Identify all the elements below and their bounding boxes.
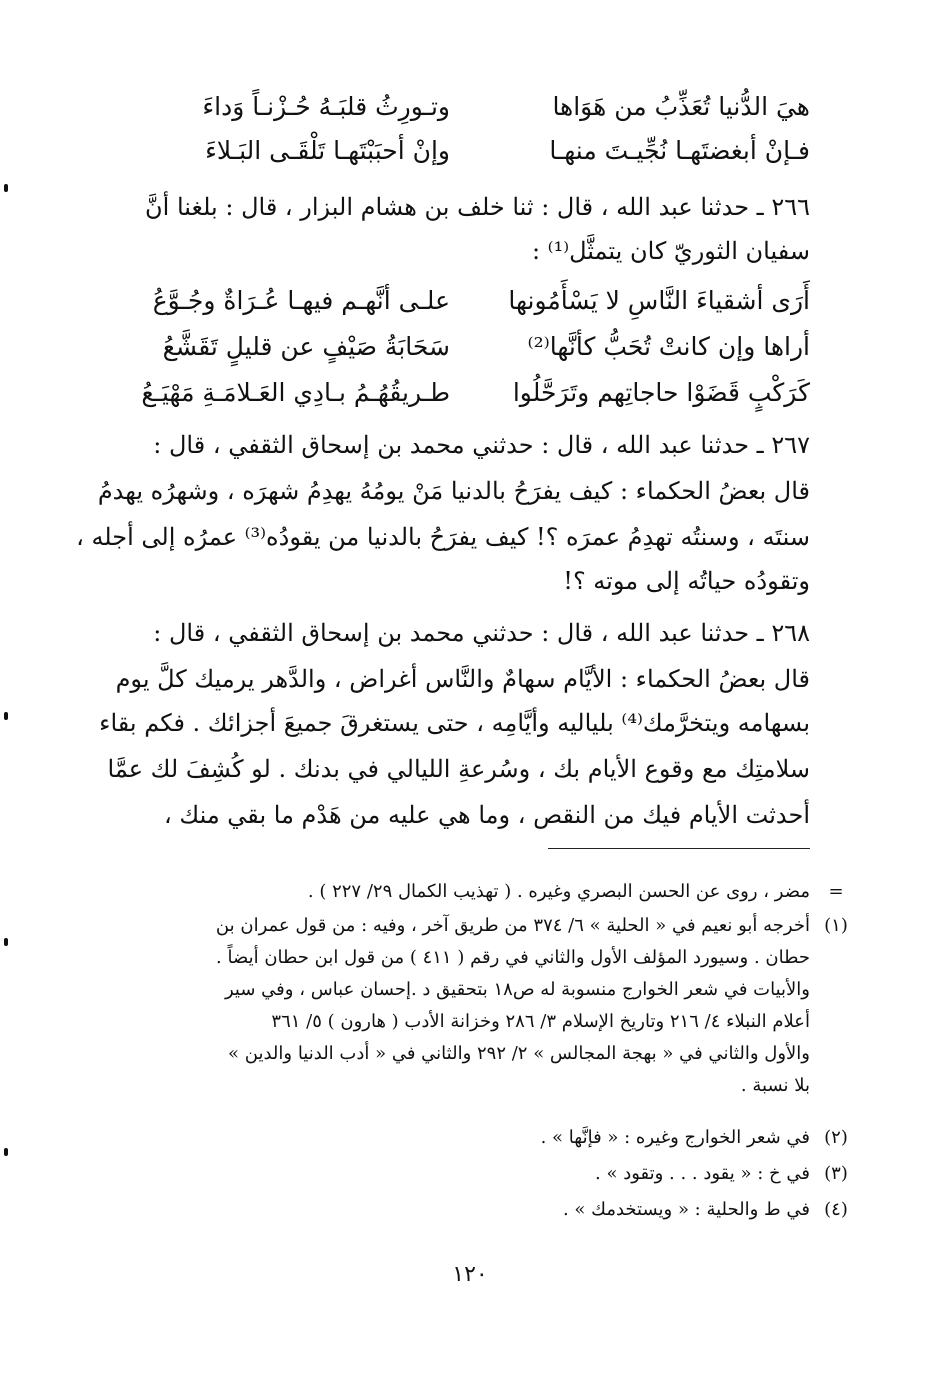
verse-second-hemistich: وإنْ أحبَبْتَهـا تَلْقَـى البَـلاءَ bbox=[205, 136, 450, 165]
footnote-1-line: أعلام النبلاء ٤/ ٢١٦ وتاريخ الإسلام ٣/ ٢٨٦ وخزانة الأدب ( هارون ) ٥/ ٣٦١ bbox=[271, 1011, 810, 1032]
verse-second-hemistich: سَحَابَةُ صَيْفٍ عن قليلٍ تَقَشَّعُ bbox=[162, 332, 450, 361]
entry-267-line-1: ٢٦٧ ـ حدثنا عبد الله ، قال : حدثني محمد بن إسحاق الثقفي ، قال : bbox=[153, 431, 810, 459]
footnote-text: في ط والحلية : « ويستخدمك » . bbox=[562, 1199, 810, 1220]
footnote-1-line: حطان . وسيورد المؤلف الأول والثاني في رقم ( ٤١١ ) من قول ابن حطان أيضاً . bbox=[216, 947, 810, 968]
poem-verse bbox=[130, 278, 810, 324]
verse-second-hemistich: علـى أنَّهـم فيهـا عُـرَاةٌ وجُـوَّعُ bbox=[152, 286, 450, 315]
continuation-mark: = bbox=[828, 881, 844, 902]
verse-first-hemistich: فـإنْ أبغضتَهـا نُجِّيـتَ منهـا bbox=[549, 136, 810, 165]
footnote-4 bbox=[130, 1194, 848, 1226]
footnote-1-line: والأبيات في شعر الخوارج منسوبة له ص١٨ بتحقيق د .إحسان عباس ، وفي سير bbox=[225, 979, 810, 1000]
verse-first-hemistich: أراها وإن كانتْ تُحَبُّ كأنَّها⁽²⁾ bbox=[527, 332, 810, 361]
margin-mark bbox=[4, 184, 8, 192]
poem-verse bbox=[130, 324, 810, 370]
poem-verse bbox=[130, 128, 810, 174]
footnote-1 bbox=[130, 910, 848, 942]
entry-268-line-5: أحدثت الأيام فيك من النقص ، وما هي عليه من هَدْم ما بقي منك ، bbox=[163, 801, 810, 829]
margin-mark bbox=[4, 938, 8, 946]
footnote-1-line: والأول والثاني في « بهجة المجالس » ٢/ ٢٩٢ والثاني في « أدب الدنيا والدين » bbox=[228, 1043, 810, 1064]
entry-267-line-3: سنتَه ، وسنتُه تهدِمُ عمرَه ؟! كيف يفرَحُ بالدنيا من يقودُه⁽³⁾ عمرُه إلى أجله ، bbox=[76, 523, 810, 551]
entry-266-line-2: سفيان الثوريّ كان يتمثَّل⁽¹⁾ : bbox=[531, 237, 810, 265]
footnote-text: مضر ، روى عن الحسن البصري وغيره . ( تهذيب الكمال ٢٩/ ٢٢٧ ) . bbox=[307, 881, 810, 902]
poem-verse bbox=[130, 370, 810, 416]
entry-268-line-1: ٢٦٨ ـ حدثنا عبد الله ، قال : حدثني محمد بن إسحاق الثقفي ، قال : bbox=[153, 619, 810, 647]
margin-mark bbox=[4, 712, 8, 720]
footnote-1-line: بلا نسبة . bbox=[740, 1075, 810, 1096]
footnote-text: أخرجه أبو نعيم في « الحلية » ٦/ ٣٧٤ من طريق آخر ، وفيه : من قول عمران بن bbox=[215, 915, 810, 936]
footnote-separator bbox=[548, 848, 810, 849]
entry-268-line-2: قال بعضُ الحكماء : الأيَّام سهامٌ والنَّاس أغراض ، والدَّهر يرميك كلَّ يوم bbox=[115, 665, 810, 693]
footnote-text: في خ : « يقود . . . وتقود » . bbox=[595, 1163, 810, 1184]
verse-first-hemistich: هيَ الدُّنيا تُعَذِّبُ من هَوَاها bbox=[552, 92, 810, 121]
entry-267-line-4: وتقودُه حياتُه إلى موته ؟! bbox=[563, 567, 810, 595]
entry-267-line-2: قال بعضُ الحكماء : كيف يفرَحُ بالدنيا مَنْ يومُهُ يهدِمُ شهرَه ، وشهرُه يهدمُ bbox=[97, 477, 810, 505]
poem-verse bbox=[130, 84, 810, 130]
margin-mark bbox=[4, 1148, 8, 1156]
footnote-text: في شعر الخوارج وغيره : « فإنَّها » . bbox=[540, 1127, 810, 1148]
entry-268-line-4: سلامتِك مع وقوع الأيام بك ، وسُرعةِ الليالي في بدنك . لو كُشِفَ لك عمَّا bbox=[107, 755, 810, 783]
verse-second-hemistich: وتـورِثُ قلبَـهُ حُـزْنـاً وَداءَ bbox=[202, 92, 450, 121]
page-number: ١٢٠ bbox=[452, 1262, 488, 1287]
footnote-number: (٤) bbox=[824, 1199, 848, 1220]
footnote-number: (١) bbox=[824, 915, 848, 936]
footnote-2 bbox=[130, 1122, 848, 1154]
footnote-continuation bbox=[130, 876, 844, 908]
verse-second-hemistich: طـريقُهُـمُ بـادِي العَـلامَـةِ مَهْيَـعُ bbox=[141, 378, 450, 407]
verse-first-hemistich: كَرَكْبٍ قَضَوْا حاجاتِهم وتَرَحَّلُوا bbox=[512, 378, 810, 407]
footnote-3 bbox=[130, 1158, 848, 1190]
footnote-number: (٣) bbox=[824, 1163, 848, 1184]
verse-first-hemistich: أَرَى أشقياءَ النَّاسِ لا يَسْأَمُونها bbox=[508, 286, 810, 315]
entry-266-line-1: ٢٦٦ ـ حدثنا عبد الله ، قال : ثنا خلف بن هشام البزار ، قال : بلغنا أنَّ bbox=[145, 193, 810, 221]
entry-268-line-3: بسهامه ويتخرَّمك⁽⁴⁾ بلياليه وأيَّامِه ، حتى يستغرقَ جميعَ أجزائك . فكم بقاء bbox=[99, 709, 810, 737]
footnote-number: (٢) bbox=[824, 1127, 848, 1148]
